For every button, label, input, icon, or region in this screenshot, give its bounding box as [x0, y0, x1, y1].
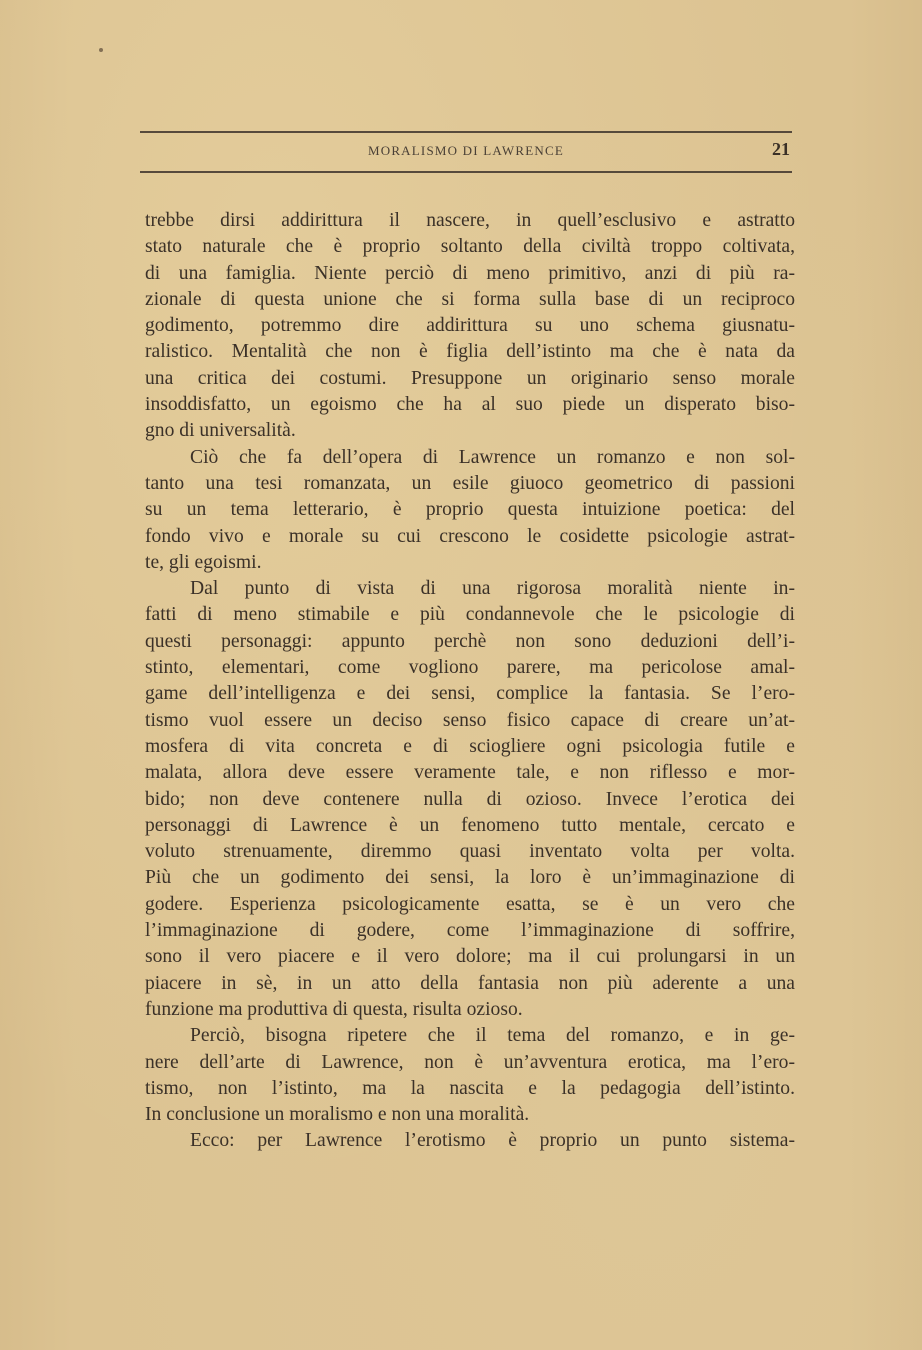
text-line: stinto, elementari, come vogliono parere, ma pericolose amal- [145, 657, 795, 679]
text-line: gno di universalità. [145, 420, 296, 442]
paragraph [145, 208, 795, 445]
text-line: ralistico. Mentalità che non è figlia dell’istinto ma che è nata da [145, 341, 795, 363]
text-line: Ciò che fa dell’opera di Lawrence un romanzo e non sol- [190, 446, 795, 468]
paragraph [145, 1023, 795, 1128]
text-line: l’immaginazione di godere, come l’immaginazione di soffrire, [145, 920, 795, 942]
text-line: una critica dei costumi. Presuppone un originario senso morale [145, 367, 795, 389]
text-line: godimento, potremmo dire addirittura su uno schema giusnatu- [145, 315, 795, 337]
text-line: questi personaggi: appunto perchè non sono deduzioni dell’i- [145, 630, 795, 652]
text-line: bido; non deve contenere nulla di ozioso. Invece l’erotica dei [145, 788, 795, 810]
text-line: Ecco: per Lawrence l’erotismo è proprio un punto sistema- [190, 1130, 795, 1152]
text-line: malata, allora deve essere veramente tale, e non riflesso e mor- [145, 762, 795, 784]
text-line: godere. Esperienza psicologicamente esatta, se è un vero che [145, 893, 795, 915]
text-line: sono il vero piacere e il vero dolore; ma il cui prolungarsi in un [145, 946, 795, 968]
text-line: mosfera di vita concreta e di sciogliere ogni psicologia futile e [145, 735, 795, 757]
text-line: tismo vuol essere un deciso senso fisico capace di creare un’at- [145, 709, 795, 731]
text-line: insoddisfatto, un egoismo che ha al suo piede un disperato biso- [145, 394, 795, 416]
header-rule-bottom [140, 171, 792, 173]
paragraph [145, 576, 795, 1023]
text-line: Più che un godimento dei sensi, la loro è un’immaginazione di [145, 867, 795, 889]
text-line: piacere in sè, in un atto della fantasia non più aderente a una [145, 972, 795, 994]
text-line: personaggi di Lawrence è un fenomeno tutto mentale, cercato e [145, 814, 795, 836]
text-line: fatti di meno stimabile e più condannevole che le psicologie di [145, 604, 795, 626]
text-line: voluto strenuamente, diremmo quasi inventato volta per volta. [145, 841, 795, 863]
text-line: game dell’intelligenza e dei sensi, complice la fantasia. Se l’ero- [145, 683, 795, 705]
text-line: fondo vivo e morale su cui crescono le cosidette psicologie astrat- [145, 525, 795, 547]
text-line: tanto una tesi romanzata, un esile giuoco geometrico di passioni [145, 472, 795, 494]
paper-speck [99, 48, 103, 52]
text-line: Perciò, bisogna ripetere che il tema del romanzo, e in ge- [190, 1025, 795, 1047]
page-number: 21 [772, 139, 790, 159]
body-text [145, 208, 795, 1155]
text-line: funzione ma produttiva di questa, risulta ozioso. [145, 998, 523, 1020]
header-rule-top [140, 131, 792, 133]
text-line: In conclusione un moralismo e non una moralità. [145, 1104, 530, 1126]
text-line: Dal punto di vista di una rigorosa moralità niente in- [190, 578, 795, 600]
text-line: tismo, non l’istinto, ma la nascita e la pedagogia dell’istinto. [145, 1077, 795, 1099]
text-line: te, gli egoismi. [145, 551, 262, 573]
running-head-title: MORALISMO DI LAWRENCE [367, 143, 565, 158]
text-line: zionale di questa unione che si forma sulla base di un reciproco [145, 288, 795, 310]
paragraph [145, 445, 795, 576]
running-head [140, 130, 792, 174]
text-line: stato naturale che è proprio soltanto della civiltà troppo coltivata, [145, 236, 795, 258]
text-line: trebbe dirsi addirittura il nascere, in quell’esclusivo e astratto [145, 210, 795, 231]
text-line: su un tema letterario, è proprio questa intuizione poetica: del [145, 499, 795, 521]
paragraph [145, 1128, 795, 1154]
text-line: nere dell’arte di Lawrence, non è un’avventura erotica, ma l’ero- [145, 1051, 795, 1073]
text-line: di una famiglia. Niente perciò di meno primitivo, anzi di più ra- [145, 262, 795, 284]
